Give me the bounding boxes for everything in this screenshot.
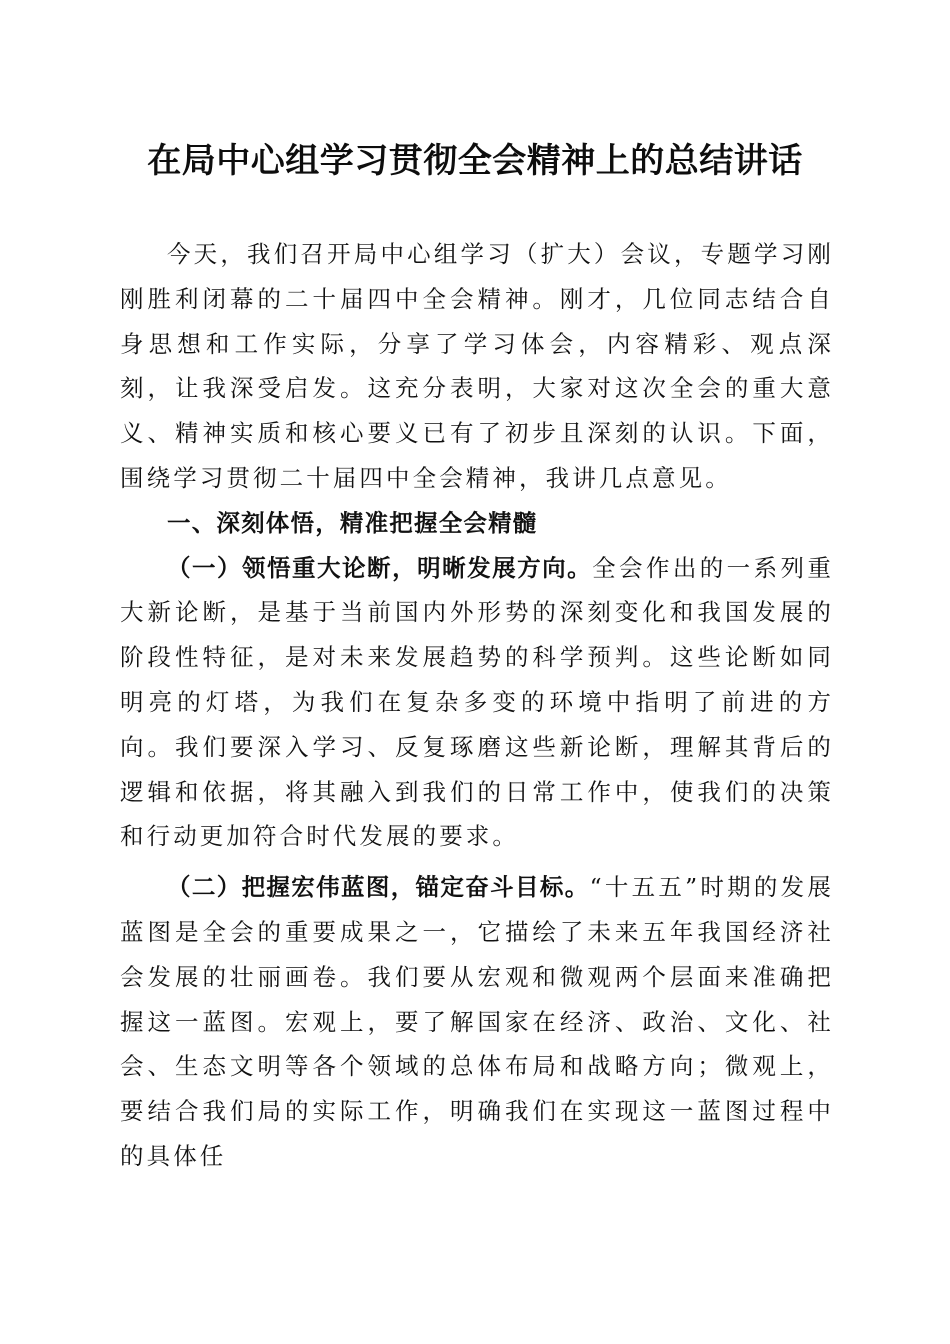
section1-item2-text: “十五五”时期的发展蓝图是全会的重要成果之一，它描绘了未来五年我国经济社会发展的壮丽画卷。我们要从宏观和微观两个层面来准确把握这一蓝图。宏观上，要了解国家在经济、政治、文化、社会、生态文明等各个领域的总体布局和战略方向；微观上，要结合我们局的实际工作，明确我们在实现这一蓝图过程中的具体任 (120, 873, 834, 1170)
document-title: 在局中心组学习贯彻全会精神上的总结讲话 (147, 141, 803, 181)
document-body (120, 232, 834, 1179)
section1-item2-lead: （二）把握宏伟蓝图，锚定奋斗目标。 (167, 873, 590, 902)
section1-item1-paragraph (120, 546, 834, 860)
section1-item2-paragraph (120, 865, 834, 1179)
section1-item1-text: 全会作出的一系列重大新论断，是基于当前国内外形势的深刻变化和我国发展的阶段性特征，是对未来发展趋势的科学预判。这些论断如同明亮的灯塔，为我们在复杂多变的环境中指明了前进的方向。我们要深入学习、反复琢磨这些新论断，理解其背后的逻辑和依据，将其融入到我们的日常工作中，使我们的决策和行动更加符合时代发展的要求。 (120, 553, 835, 851)
intro-paragraph: 今天，我们召开局中心组学习（扩大）会议，专题学习刚刚胜利闭幕的二十届四中全会精神。刚才，几位同志结合自身思想和工作实际，分享了学习体会，内容精彩、观点深刻，让我深受启发。这充分表明，大家对这次全会的重大意义、精神实质和核心要义已有了初步且深刻的认识。下面，围绕学习贯彻二十届四中全会精神，我讲几点意见。 (120, 240, 834, 492)
section1-item1-lead: （一）领悟重大论断，明晰发展方向。 (167, 553, 593, 582)
section-heading-1: 一、深刻体悟，精准把握全会精髓 (167, 508, 538, 537)
